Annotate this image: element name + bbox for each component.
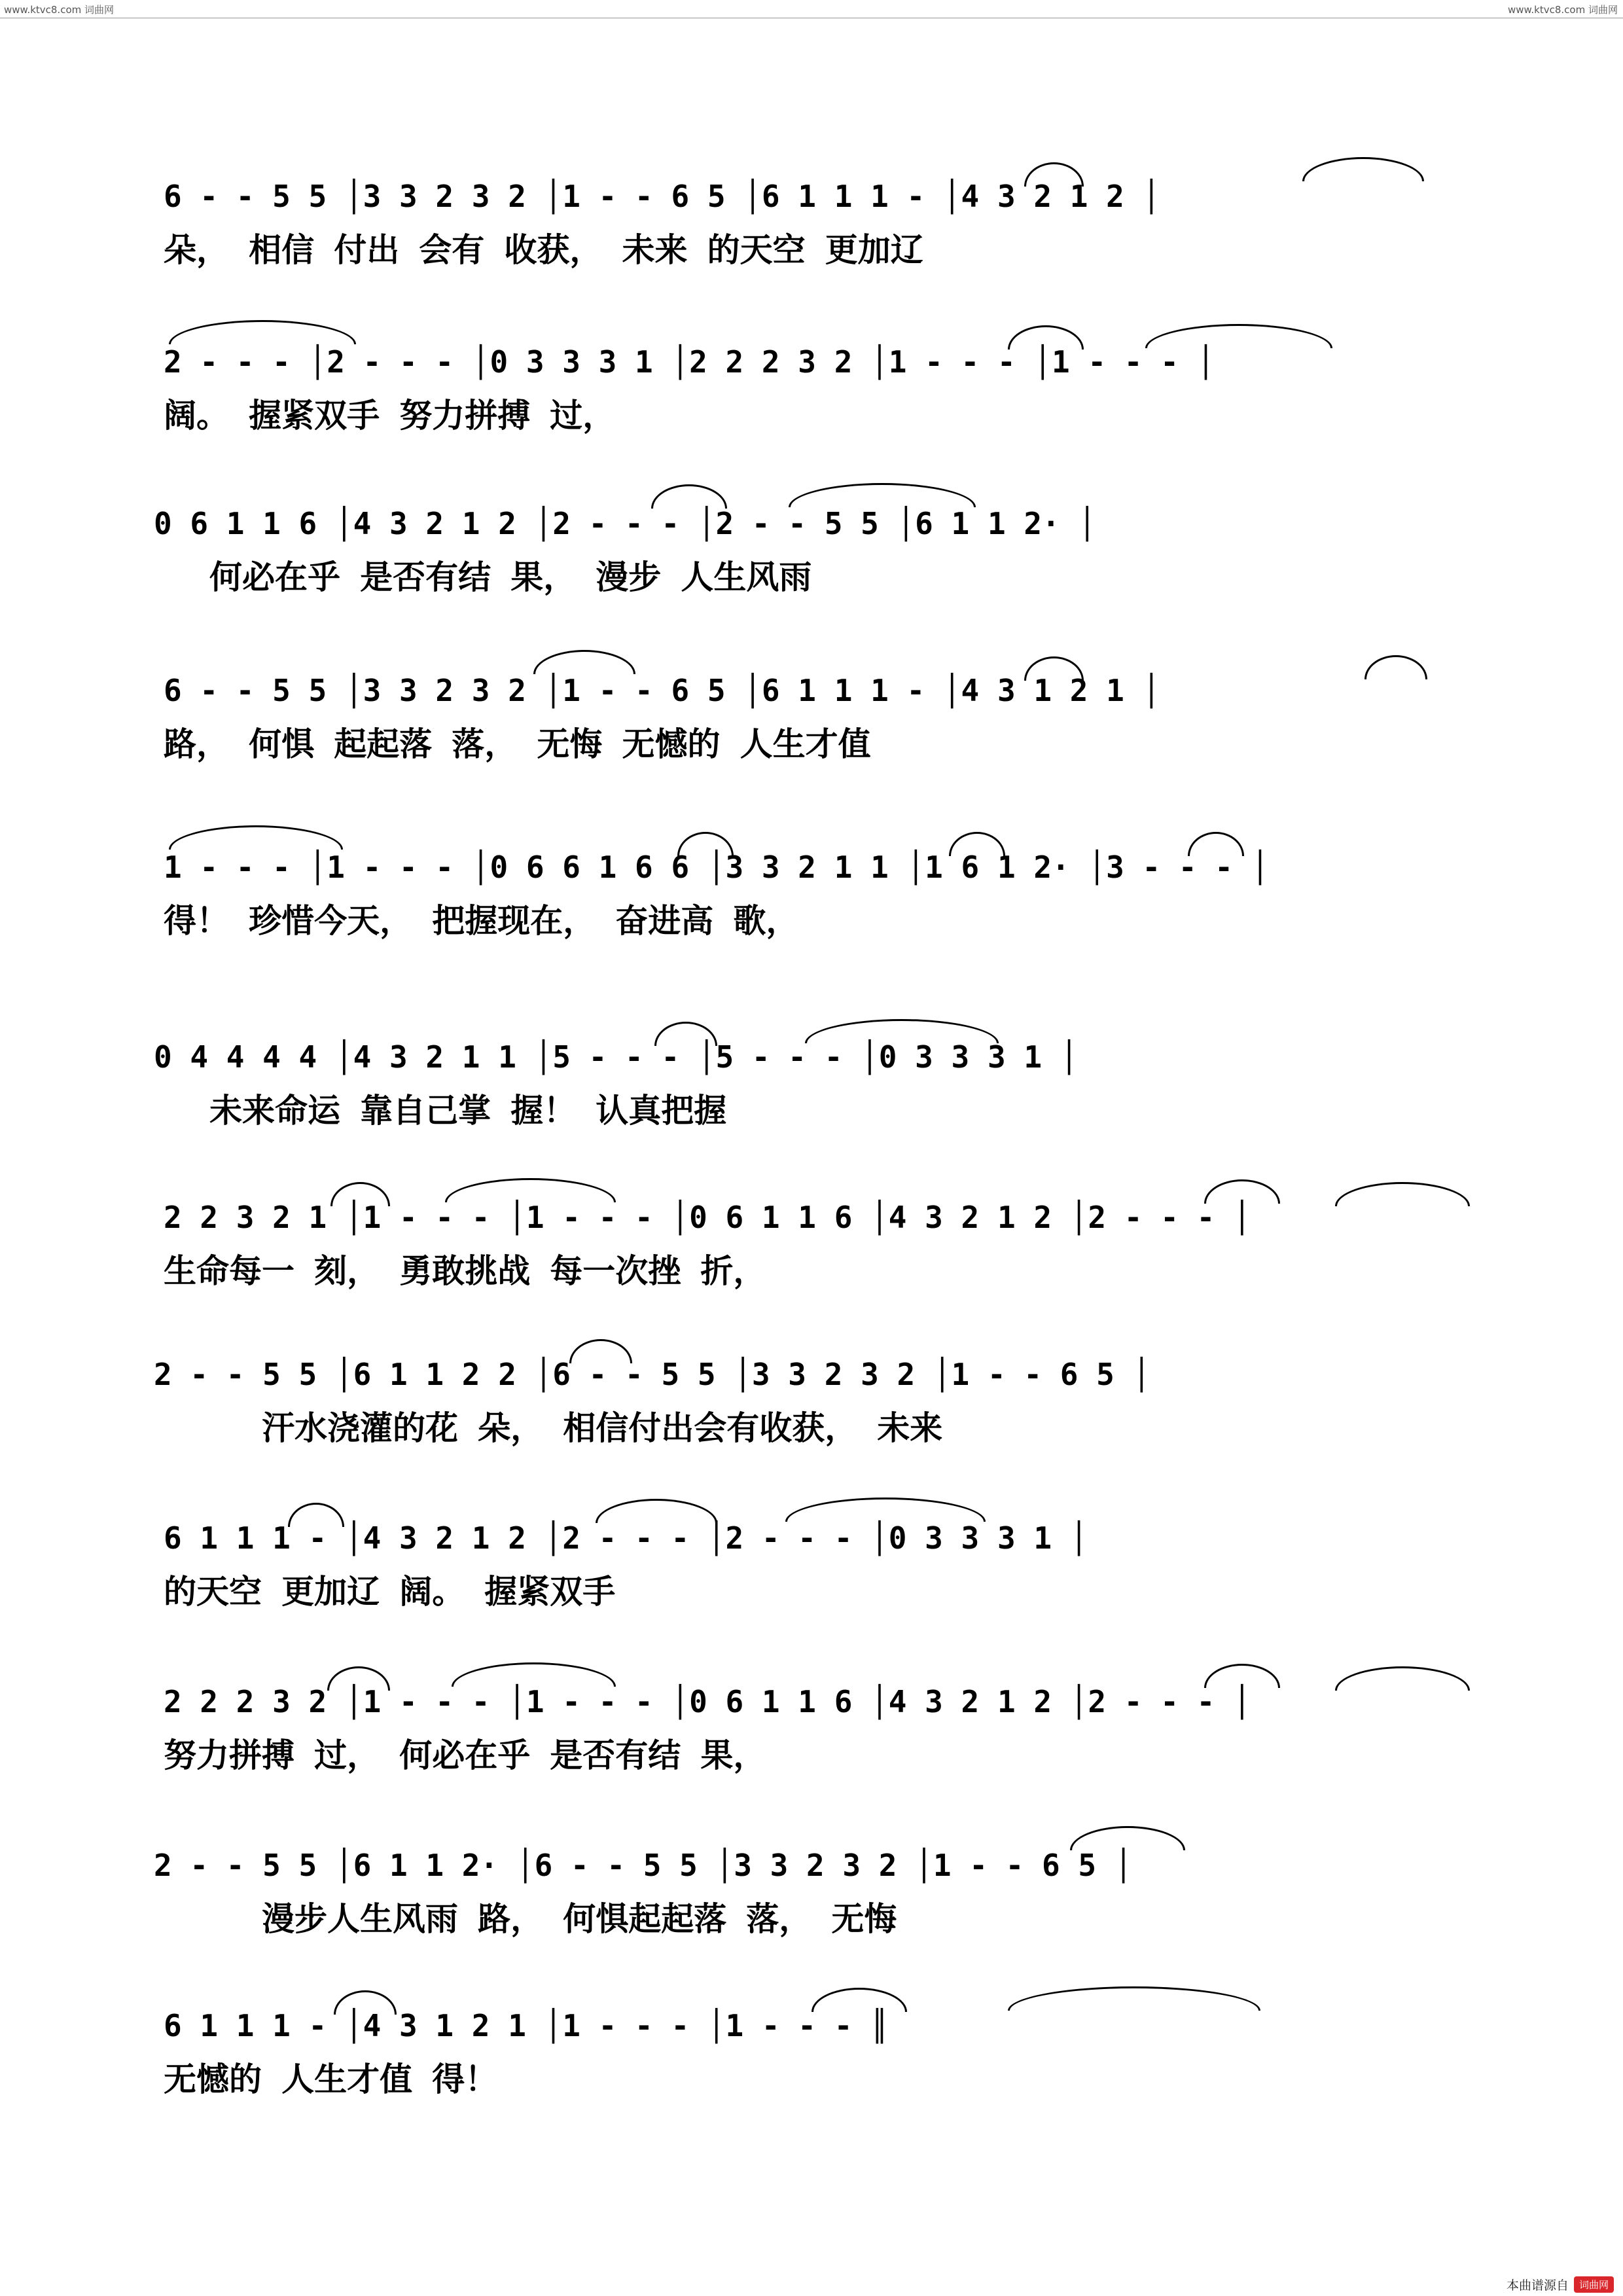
lyrics-text: 未来命运 靠自己掌 握！ 认真把握 [209,1092,727,1130]
notation-text: 6 - - 5 5 │3 3 2 3 2 │1 - - 6 5 │6 1 1 1 - │4 3 2 1 2 │ [164,179,1161,214]
slur [1302,157,1424,181]
lyrics-text: 生命每一 刻， 勇敢挑战 每一次挫 折， [164,1252,766,1290]
lyrics-line [0,1250,1623,1316]
lyrics-text: 得！ 珍惜今天， 把握现在， 奋进高 歌， [164,902,799,940]
lyrics-line [0,1090,1623,1155]
notation-text: 2 - - 5 5 │6 1 1 2 2 │6 - - 5 5 │3 3 2 3 2 │1 - - 6 5 │ [154,1357,1151,1392]
footer [1507,2276,1614,2293]
notation-text: 1 - - - │1 - - - │0 6 6 1 6 6 │3 3 2 1 1 │1 6 1 2· │3 - - - │ [164,850,1270,885]
lyrics-line [0,1571,1623,1636]
notation-text: 6 1 1 1 - │4 3 2 1 2 │2 - - - │2 - - - │0 3 3 3 1 │ [164,1520,1088,1556]
lyrics-line [0,723,1623,789]
system-5 [0,848,1623,1044]
notation-text: 2 - - 5 5 │6 1 1 2· │6 - - 5 5 │3 3 2 3 2 │1 - - 6 5 │ [154,1848,1133,1883]
notation-text: 0 4 4 4 4 │4 3 2 1 1 │5 - - - │5 - - - │0 3 3 3 1 │ [154,1039,1079,1075]
system-12 [0,2006,1623,2202]
footer-source-text: 本曲谱源自 [1506,2278,1569,2293]
lyrics-text: 何必在乎 是否有结 果， 漫步 人生风雨 [209,558,812,596]
lyrics-line [0,229,1623,295]
lyrics-text: 努力拼搏 过， 何必在乎 是否有结 果， [164,1736,766,1774]
lyrics-text: 无憾的 人生才值 得！ [164,2060,498,2098]
lyrics-line [0,1407,1623,1473]
site-logo[interactable]: 词曲网 [1574,2276,1614,2293]
slur [1024,162,1084,187]
lyrics-line [0,1734,1623,1800]
notation-text: 0 6 1 1 6 │4 3 2 1 2 │2 - - - │2 - - 5 5 │6 1 1 2· │ [154,506,1097,541]
lyrics-line [0,556,1623,622]
notation-text: 6 - - 5 5 │3 3 2 3 2 │1 - - 6 5 │6 1 1 1 - │4 3 1 2 1 │ [164,673,1161,708]
lyrics-text: 汗水浇灌的花 朵， 相信付出会有收获， 未来 [262,1409,943,1447]
notation-text: 2 2 3 2 1 │1 - - - │1 - - - │0 6 1 1 6 │4 3 2 1 2 │2 - - - │ [164,1200,1251,1235]
notation-text: 2 2 2 3 2 │1 - - - │1 - - - │0 6 1 1 6 │4 3 2 1 2 │2 - - - │ [164,1684,1251,1719]
lyrics-text: 阔。 握紧双手 努力拼搏 过， [164,397,616,435]
lyrics-text: 路， 何惧 起起落 落， 无悔 无憾的 人生才值 [164,725,871,763]
notation-text: 6 1 1 1 - │4 3 1 2 1 │1 - - - │1 - - - ║ [164,2008,889,2043]
watermark-right: www.ktvc8.com 词曲网 [1507,4,1618,16]
lyrics-text: 漫步人生风雨 路， 何惧起起落 落， 无悔 [262,1900,897,1938]
notation-text: 2 - - - │2 - - - │0 3 3 3 1 │2 2 2 3 2 │1 - - - │1 - - - │ [164,344,1215,380]
lyrics-line [0,2058,1623,2124]
lyrics-line [0,900,1623,965]
lyrics-line [0,1898,1623,1964]
lyrics-text: 的天空 更加辽 阔。 握紧双手 [164,1573,616,1611]
watermark-left: www.ktvc8.com 词曲网 [4,4,115,16]
lyrics-text: 朵， 相信 付出 会有 收获， 未来 的天空 更加辽 [164,231,923,269]
lyrics-line [0,395,1623,460]
